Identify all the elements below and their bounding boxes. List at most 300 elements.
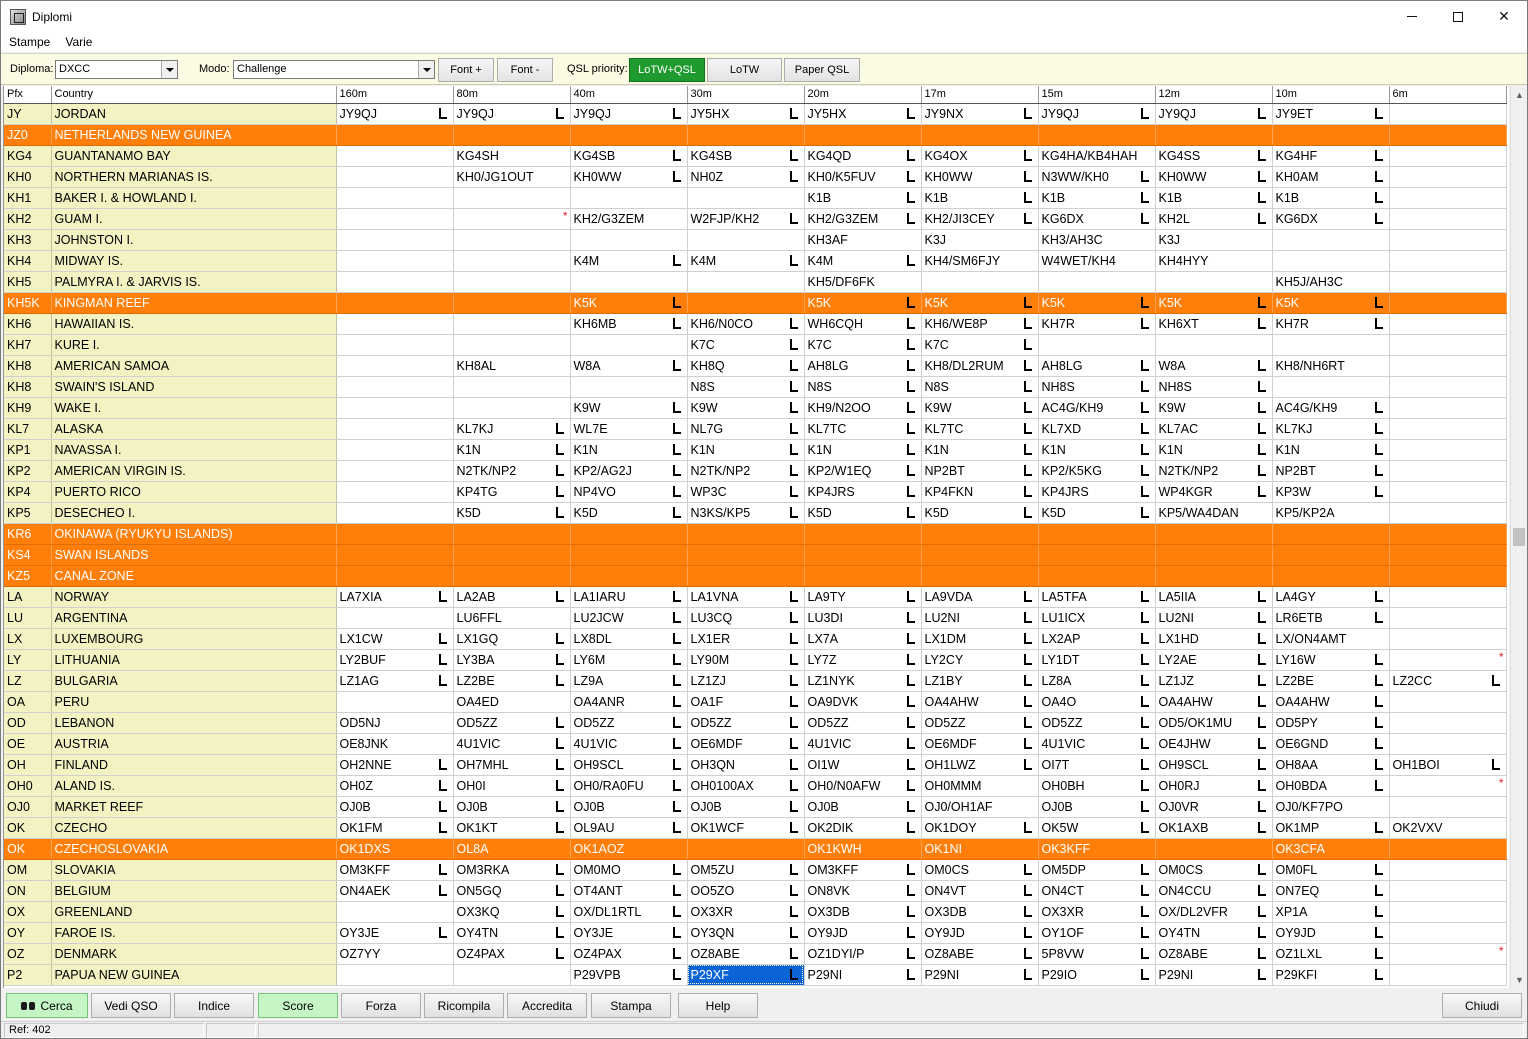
band-cell-6m[interactable]: [1389, 439, 1506, 460]
band-cell-30m[interactable]: [687, 712, 804, 733]
country-cell[interactable]: WAKE I.: [51, 397, 336, 418]
prefix-cell[interactable]: KH5K: [4, 292, 51, 313]
country-cell[interactable]: DENMARK: [51, 943, 336, 964]
band-cell-15m[interactable]: [1038, 418, 1155, 439]
prefix-cell[interactable]: LY: [4, 649, 51, 670]
band-cell-6m[interactable]: [1389, 817, 1506, 838]
column-header-17m[interactable]: 17m: [921, 86, 1038, 103]
band-cell-30m[interactable]: [687, 523, 804, 544]
band-cell-40m[interactable]: [570, 754, 687, 775]
band-cell-6m[interactable]: [1389, 649, 1506, 670]
country-cell[interactable]: NETHERLANDS NEW GUINEA: [51, 124, 336, 145]
band-cell-6m[interactable]: [1389, 964, 1506, 985]
band-cell-12m[interactable]: [1155, 418, 1272, 439]
column-header-40m[interactable]: 40m: [570, 86, 687, 103]
band-cell-10m[interactable]: [1272, 229, 1389, 250]
prefix-cell[interactable]: KH1: [4, 187, 51, 208]
country-cell[interactable]: SLOVAKIA: [51, 859, 336, 880]
band-cell-30m[interactable]: [687, 586, 804, 607]
band-cell-17m[interactable]: [921, 586, 1038, 607]
band-cell-12m[interactable]: [1155, 565, 1272, 586]
country-cell[interactable]: KINGMAN REEF: [51, 292, 336, 313]
column-header-6m[interactable]: 6m: [1389, 86, 1506, 103]
band-cell-12m[interactable]: [1155, 691, 1272, 712]
band-cell-40m[interactable]: [570, 229, 687, 250]
table-row[interactable]: [4, 502, 1506, 523]
band-cell-15m[interactable]: [1038, 880, 1155, 901]
band-cell-6m[interactable]: [1389, 292, 1506, 313]
band-cell-30m[interactable]: [687, 418, 804, 439]
band-cell-20m[interactable]: [804, 103, 921, 124]
band-cell-80m[interactable]: [453, 229, 570, 250]
band-cell-40m[interactable]: [570, 187, 687, 208]
band-cell-40m[interactable]: [570, 208, 687, 229]
band-cell-30m[interactable]: [687, 859, 804, 880]
band-cell-6m[interactable]: [1389, 670, 1506, 691]
prefix-cell[interactable]: KH8: [4, 376, 51, 397]
band-cell-6m[interactable]: [1389, 460, 1506, 481]
band-cell-80m[interactable]: [453, 103, 570, 124]
band-cell-160m[interactable]: [336, 145, 453, 166]
band-cell-15m[interactable]: [1038, 670, 1155, 691]
scroll-down-icon[interactable]: ▼: [1515, 974, 1524, 985]
band-cell-6m[interactable]: [1389, 166, 1506, 187]
band-cell-6m[interactable]: [1389, 334, 1506, 355]
band-cell-40m[interactable]: [570, 712, 687, 733]
band-cell-40m[interactable]: [570, 628, 687, 649]
table-row[interactable]: [4, 250, 1506, 271]
band-cell-30m[interactable]: [687, 943, 804, 964]
prefix-cell[interactable]: KH6: [4, 313, 51, 334]
band-cell-6m[interactable]: [1389, 712, 1506, 733]
band-cell-6m[interactable]: [1389, 187, 1506, 208]
band-cell-160m[interactable]: [336, 124, 453, 145]
band-cell-80m[interactable]: [453, 523, 570, 544]
table-row[interactable]: [4, 901, 1506, 922]
band-cell-10m[interactable]: [1272, 418, 1389, 439]
band-cell-160m[interactable]: [336, 943, 453, 964]
band-cell-10m[interactable]: [1272, 733, 1389, 754]
band-cell-40m[interactable]: [570, 124, 687, 145]
band-cell-12m[interactable]: [1155, 145, 1272, 166]
band-cell-160m[interactable]: [336, 439, 453, 460]
table-row[interactable]: [4, 397, 1506, 418]
band-cell-10m[interactable]: [1272, 922, 1389, 943]
table-row[interactable]: [4, 334, 1506, 355]
band-cell-17m[interactable]: [921, 124, 1038, 145]
band-cell-15m[interactable]: [1038, 817, 1155, 838]
band-cell-10m[interactable]: [1272, 880, 1389, 901]
table-row[interactable]: [4, 418, 1506, 439]
band-cell-160m[interactable]: [336, 712, 453, 733]
band-cell-10m[interactable]: [1272, 544, 1389, 565]
band-cell-17m[interactable]: [921, 481, 1038, 502]
country-cell[interactable]: MARKET REEF: [51, 796, 336, 817]
band-cell-15m[interactable]: [1038, 754, 1155, 775]
band-cell-40m[interactable]: [570, 439, 687, 460]
band-cell-20m[interactable]: [804, 124, 921, 145]
band-cell-20m[interactable]: [804, 733, 921, 754]
country-cell[interactable]: LEBANON: [51, 712, 336, 733]
band-cell-12m[interactable]: [1155, 124, 1272, 145]
indice-button[interactable]: Indice: [174, 993, 254, 1018]
band-cell-17m[interactable]: [921, 607, 1038, 628]
band-cell-30m[interactable]: [687, 733, 804, 754]
band-cell-15m[interactable]: [1038, 649, 1155, 670]
country-cell[interactable]: FAROE IS.: [51, 922, 336, 943]
band-cell-12m[interactable]: [1155, 208, 1272, 229]
band-cell-160m[interactable]: [336, 775, 453, 796]
band-cell-20m[interactable]: [804, 502, 921, 523]
column-header-80m[interactable]: 80m: [453, 86, 570, 103]
band-cell-15m[interactable]: [1038, 103, 1155, 124]
band-cell-80m[interactable]: [453, 481, 570, 502]
table-row[interactable]: [4, 376, 1506, 397]
prefix-cell[interactable]: KH7: [4, 334, 51, 355]
band-cell-12m[interactable]: [1155, 271, 1272, 292]
band-cell-6m[interactable]: [1389, 544, 1506, 565]
band-cell-15m[interactable]: [1038, 607, 1155, 628]
prefix-cell[interactable]: KP4: [4, 481, 51, 502]
table-row[interactable]: [4, 775, 1506, 796]
band-cell-10m[interactable]: [1272, 670, 1389, 691]
band-cell-160m[interactable]: [336, 250, 453, 271]
prefix-cell[interactable]: KH9: [4, 397, 51, 418]
band-cell-6m[interactable]: [1389, 922, 1506, 943]
band-cell-17m[interactable]: [921, 523, 1038, 544]
vertical-scrollbar[interactable]: [1510, 86, 1527, 988]
prefix-cell[interactable]: OA: [4, 691, 51, 712]
column-header-12m[interactable]: 12m: [1155, 86, 1272, 103]
band-cell-10m[interactable]: [1272, 397, 1389, 418]
band-cell-160m[interactable]: [336, 187, 453, 208]
band-cell-15m[interactable]: [1038, 250, 1155, 271]
table-row[interactable]: [4, 880, 1506, 901]
band-cell-17m[interactable]: [921, 439, 1038, 460]
band-cell-6m[interactable]: [1389, 943, 1506, 964]
band-cell-10m[interactable]: [1272, 145, 1389, 166]
prefix-cell[interactable]: KH4: [4, 250, 51, 271]
country-cell[interactable]: ARGENTINA: [51, 607, 336, 628]
table-row[interactable]: [4, 313, 1506, 334]
band-cell-40m[interactable]: [570, 565, 687, 586]
band-cell-20m[interactable]: [804, 460, 921, 481]
band-cell-20m[interactable]: [804, 943, 921, 964]
awards-grid[interactable]: [3, 86, 1509, 988]
band-cell-6m[interactable]: [1389, 145, 1506, 166]
band-cell-20m[interactable]: [804, 544, 921, 565]
band-cell-160m[interactable]: [336, 733, 453, 754]
band-cell-6m[interactable]: [1389, 376, 1506, 397]
band-cell-12m[interactable]: [1155, 481, 1272, 502]
band-cell-17m[interactable]: [921, 649, 1038, 670]
band-cell-6m[interactable]: [1389, 880, 1506, 901]
band-cell-17m[interactable]: [921, 922, 1038, 943]
band-cell-6m[interactable]: [1389, 607, 1506, 628]
accredita-button[interactable]: Accredita: [507, 993, 587, 1018]
qsl-lotw-qsl-button[interactable]: LoTW+QSL: [629, 58, 705, 82]
band-cell-40m[interactable]: [570, 376, 687, 397]
band-cell-160m[interactable]: [336, 334, 453, 355]
band-cell-80m[interactable]: [453, 565, 570, 586]
band-cell-6m[interactable]: [1389, 313, 1506, 334]
prefix-cell[interactable]: KP1: [4, 439, 51, 460]
table-row[interactable]: [4, 733, 1506, 754]
band-cell-80m[interactable]: [453, 628, 570, 649]
qsl-lotw-button[interactable]: LoTW: [707, 58, 782, 82]
band-cell-15m[interactable]: [1038, 124, 1155, 145]
country-cell[interactable]: CZECHO: [51, 817, 336, 838]
table-row[interactable]: [4, 166, 1506, 187]
band-cell-20m[interactable]: [804, 355, 921, 376]
column-header-pfx[interactable]: Pfx: [4, 86, 51, 103]
band-cell-12m[interactable]: [1155, 439, 1272, 460]
band-cell-10m[interactable]: [1272, 250, 1389, 271]
band-cell-20m[interactable]: [804, 838, 921, 859]
band-cell-20m[interactable]: [804, 922, 921, 943]
band-cell-80m[interactable]: [453, 901, 570, 922]
band-cell-17m[interactable]: [921, 964, 1038, 985]
prefix-cell[interactable]: LX: [4, 628, 51, 649]
band-cell-15m[interactable]: [1038, 292, 1155, 313]
band-cell-10m[interactable]: [1272, 124, 1389, 145]
prefix-cell[interactable]: KZ5: [4, 565, 51, 586]
band-cell-30m[interactable]: [687, 607, 804, 628]
band-cell-160m[interactable]: [336, 796, 453, 817]
band-cell-40m[interactable]: [570, 586, 687, 607]
band-cell-20m[interactable]: [804, 145, 921, 166]
country-cell[interactable]: ALAND IS.: [51, 775, 336, 796]
country-cell[interactable]: OKINAWA (RYUKYU ISLANDS): [51, 523, 336, 544]
band-cell-20m[interactable]: [804, 670, 921, 691]
table-row[interactable]: [4, 103, 1506, 124]
band-cell-10m[interactable]: [1272, 334, 1389, 355]
prefix-cell[interactable]: OH0: [4, 775, 51, 796]
country-cell[interactable]: MIDWAY IS.: [51, 250, 336, 271]
band-cell-40m[interactable]: [570, 817, 687, 838]
prefix-cell[interactable]: P2: [4, 964, 51, 985]
band-cell-40m[interactable]: [570, 502, 687, 523]
column-header-15m[interactable]: 15m: [1038, 86, 1155, 103]
country-cell[interactable]: KURE I.: [51, 334, 336, 355]
band-cell-17m[interactable]: [921, 376, 1038, 397]
band-cell-12m[interactable]: [1155, 649, 1272, 670]
band-cell-80m[interactable]: [453, 166, 570, 187]
table-row[interactable]: [4, 628, 1506, 649]
band-cell-80m[interactable]: [453, 775, 570, 796]
band-cell-20m[interactable]: [804, 901, 921, 922]
band-cell-17m[interactable]: [921, 250, 1038, 271]
prefix-cell[interactable]: OK: [4, 838, 51, 859]
band-cell-10m[interactable]: [1272, 502, 1389, 523]
band-cell-6m[interactable]: [1389, 691, 1506, 712]
band-cell-15m[interactable]: [1038, 922, 1155, 943]
band-cell-10m[interactable]: [1272, 691, 1389, 712]
prefix-cell[interactable]: LZ: [4, 670, 51, 691]
table-row[interactable]: [4, 796, 1506, 817]
band-cell-12m[interactable]: [1155, 334, 1272, 355]
band-cell-12m[interactable]: [1155, 607, 1272, 628]
table-row[interactable]: [4, 523, 1506, 544]
band-cell-15m[interactable]: [1038, 691, 1155, 712]
band-cell-30m[interactable]: [687, 754, 804, 775]
band-cell-80m[interactable]: [453, 439, 570, 460]
prefix-cell[interactable]: KH0: [4, 166, 51, 187]
chevron-down-icon[interactable]: [161, 61, 177, 78]
band-cell-30m[interactable]: [687, 796, 804, 817]
band-cell-15m[interactable]: [1038, 481, 1155, 502]
table-row[interactable]: [4, 607, 1506, 628]
band-cell-80m[interactable]: [453, 754, 570, 775]
band-cell-6m[interactable]: [1389, 271, 1506, 292]
band-cell-17m[interactable]: [921, 502, 1038, 523]
country-cell[interactable]: GREENLAND: [51, 901, 336, 922]
band-cell-15m[interactable]: [1038, 964, 1155, 985]
band-cell-160m[interactable]: [336, 670, 453, 691]
help-button[interactable]: Help: [678, 993, 758, 1018]
prefix-cell[interactable]: KR6: [4, 523, 51, 544]
band-cell-17m[interactable]: [921, 733, 1038, 754]
band-cell-12m[interactable]: [1155, 964, 1272, 985]
band-cell-15m[interactable]: [1038, 712, 1155, 733]
band-cell-160m[interactable]: [336, 880, 453, 901]
column-header-20m[interactable]: 20m: [804, 86, 921, 103]
band-cell-12m[interactable]: [1155, 397, 1272, 418]
table-row[interactable]: [4, 481, 1506, 502]
column-header-160m[interactable]: 160m: [336, 86, 453, 103]
band-cell-10m[interactable]: [1272, 649, 1389, 670]
band-cell-15m[interactable]: [1038, 901, 1155, 922]
prefix-cell[interactable]: KH5: [4, 271, 51, 292]
band-cell-40m[interactable]: [570, 775, 687, 796]
band-cell-20m[interactable]: [804, 796, 921, 817]
band-cell-160m[interactable]: [336, 607, 453, 628]
country-cell[interactable]: JOHNSTON I.: [51, 229, 336, 250]
band-cell-40m[interactable]: [570, 355, 687, 376]
country-cell[interactable]: AMERICAN SAMOA: [51, 355, 336, 376]
band-cell-6m[interactable]: [1389, 859, 1506, 880]
band-cell-10m[interactable]: [1272, 313, 1389, 334]
column-header-30m[interactable]: 30m: [687, 86, 804, 103]
band-cell-40m[interactable]: [570, 649, 687, 670]
band-cell-80m[interactable]: [453, 397, 570, 418]
band-cell-160m[interactable]: [336, 817, 453, 838]
country-cell[interactable]: LUXEMBOURG: [51, 628, 336, 649]
band-cell-17m[interactable]: [921, 775, 1038, 796]
band-cell-40m[interactable]: [570, 397, 687, 418]
band-cell-15m[interactable]: [1038, 775, 1155, 796]
font-plus-button[interactable]: Font +: [438, 58, 494, 82]
band-cell-12m[interactable]: [1155, 796, 1272, 817]
country-cell[interactable]: SWAIN'S ISLAND: [51, 376, 336, 397]
band-cell-20m[interactable]: [804, 859, 921, 880]
band-cell-20m[interactable]: [804, 229, 921, 250]
band-cell-80m[interactable]: [453, 670, 570, 691]
table-row[interactable]: [4, 922, 1506, 943]
band-cell-15m[interactable]: [1038, 397, 1155, 418]
band-cell-10m[interactable]: [1272, 271, 1389, 292]
band-cell-40m[interactable]: [570, 334, 687, 355]
country-cell[interactable]: DESECHEO I.: [51, 502, 336, 523]
band-cell-10m[interactable]: [1272, 859, 1389, 880]
band-cell-30m[interactable]: [687, 397, 804, 418]
prefix-cell[interactable]: OM: [4, 859, 51, 880]
table-row[interactable]: [4, 943, 1506, 964]
country-cell[interactable]: NAVASSA I.: [51, 439, 336, 460]
band-cell-15m[interactable]: [1038, 145, 1155, 166]
band-cell-12m[interactable]: [1155, 922, 1272, 943]
table-row[interactable]: [4, 838, 1506, 859]
band-cell-160m[interactable]: [336, 397, 453, 418]
band-cell-10m[interactable]: [1272, 103, 1389, 124]
band-cell-12m[interactable]: [1155, 292, 1272, 313]
chiudi-button[interactable]: Chiudi: [1442, 993, 1522, 1018]
band-cell-15m[interactable]: [1038, 334, 1155, 355]
band-cell-20m[interactable]: [804, 439, 921, 460]
band-cell-20m[interactable]: [804, 754, 921, 775]
table-row[interactable]: [4, 712, 1506, 733]
band-cell-10m[interactable]: [1272, 292, 1389, 313]
band-cell-30m[interactable]: [687, 670, 804, 691]
band-cell-20m[interactable]: [804, 607, 921, 628]
band-cell-80m[interactable]: [453, 838, 570, 859]
cerca-button[interactable]: [6, 993, 88, 1018]
band-cell-40m[interactable]: [570, 901, 687, 922]
band-cell-30m[interactable]: [687, 250, 804, 271]
band-cell-40m[interactable]: [570, 544, 687, 565]
band-cell-160m[interactable]: [336, 208, 453, 229]
band-cell-160m[interactable]: [336, 502, 453, 523]
band-cell-30m[interactable]: [687, 334, 804, 355]
column-header-country[interactable]: Country: [51, 86, 336, 103]
band-cell-80m[interactable]: [453, 607, 570, 628]
band-cell-10m[interactable]: [1272, 565, 1389, 586]
band-cell-80m[interactable]: [453, 712, 570, 733]
table-row[interactable]: [4, 544, 1506, 565]
band-cell-20m[interactable]: [804, 523, 921, 544]
prefix-cell[interactable]: OZ: [4, 943, 51, 964]
band-cell-6m[interactable]: [1389, 397, 1506, 418]
band-cell-160m[interactable]: [336, 292, 453, 313]
table-row[interactable]: [4, 208, 1506, 229]
band-cell-20m[interactable]: [804, 292, 921, 313]
band-cell-80m[interactable]: [453, 145, 570, 166]
band-cell-160m[interactable]: [336, 901, 453, 922]
band-cell-80m[interactable]: [453, 964, 570, 985]
band-cell-40m[interactable]: [570, 964, 687, 985]
band-cell-15m[interactable]: [1038, 838, 1155, 859]
band-cell-160m[interactable]: [336, 229, 453, 250]
band-cell-15m[interactable]: [1038, 271, 1155, 292]
prefix-cell[interactable]: LU: [4, 607, 51, 628]
band-cell-160m[interactable]: [336, 481, 453, 502]
band-cell-160m[interactable]: [336, 166, 453, 187]
country-cell[interactable]: PUERTO RICO: [51, 481, 336, 502]
menu-stampe[interactable]: Stampe: [9, 35, 51, 49]
band-cell-12m[interactable]: [1155, 103, 1272, 124]
band-cell-17m[interactable]: [921, 271, 1038, 292]
band-cell-10m[interactable]: [1272, 439, 1389, 460]
band-cell-40m[interactable]: [570, 838, 687, 859]
band-cell-20m[interactable]: [804, 334, 921, 355]
band-cell-12m[interactable]: [1155, 376, 1272, 397]
prefix-cell[interactable]: KP2: [4, 460, 51, 481]
table-row[interactable]: [4, 292, 1506, 313]
band-cell-30m[interactable]: [687, 145, 804, 166]
prefix-cell[interactable]: OJ0: [4, 796, 51, 817]
band-cell-160m[interactable]: [336, 418, 453, 439]
band-cell-15m[interactable]: [1038, 313, 1155, 334]
